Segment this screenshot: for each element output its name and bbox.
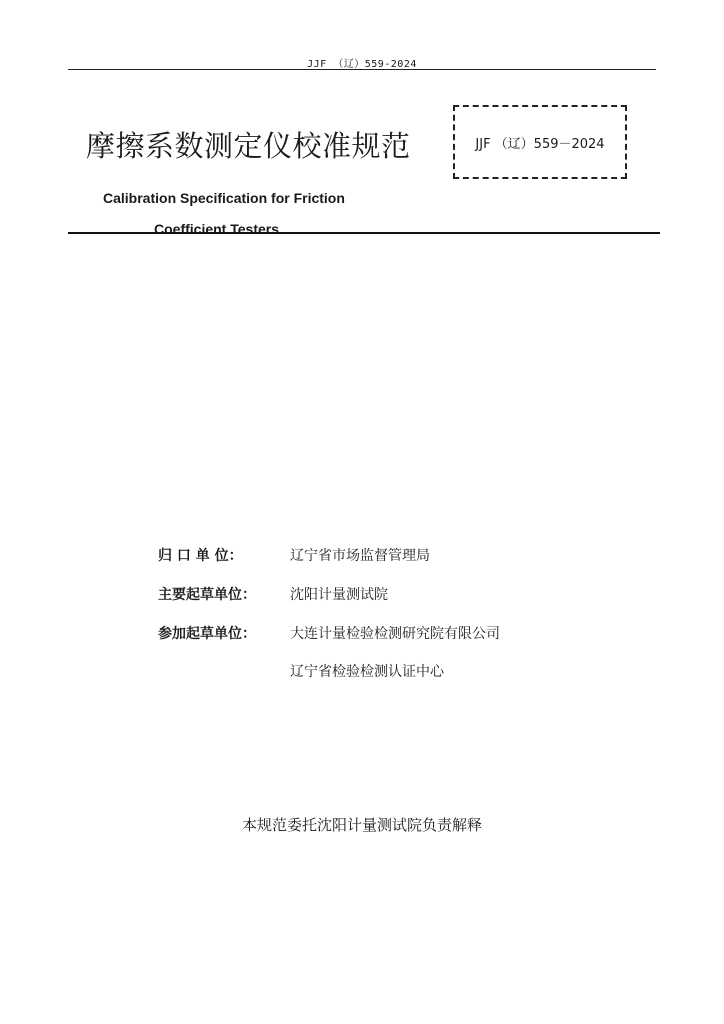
main-drafter-label: 主要起草单位：	[158, 587, 256, 603]
interpretation-note: 本规范委托沈阳计量测试院负责解释	[241, 816, 482, 834]
info-row-authority	[158, 545, 430, 565]
info-row-participating-drafter-2	[158, 661, 444, 681]
title-en-line1: Calibration Specification for Friction	[103, 190, 345, 206]
header-rule	[68, 69, 656, 70]
specification-code-box	[453, 105, 627, 179]
authority-label: 归 口 单 位：	[158, 548, 243, 564]
info-row-main-drafter	[158, 584, 388, 604]
specification-code: JJF （辽）559－2024	[475, 137, 605, 152]
info-row-participating-drafter	[158, 623, 500, 643]
participating-drafter-value-2: 辽宁省检验检测认证中心	[290, 664, 444, 680]
document-title-cn: 摩擦系数测定仪校准规范	[86, 129, 411, 163]
main-drafter-value: 沈阳计量测试院	[290, 587, 388, 603]
authority-value: 辽宁省市场监督管理局	[290, 548, 430, 564]
title-en-line2: Coefficient Testers	[154, 221, 279, 237]
document-title-en	[103, 183, 345, 245]
participating-drafter-label: 参加起草单位：	[158, 626, 256, 642]
participating-drafter-value: 大连计量检验检测研究院有限公司	[290, 626, 500, 642]
title-rule	[68, 232, 660, 234]
running-header-code: JJF （辽）559-2024	[307, 59, 417, 70]
